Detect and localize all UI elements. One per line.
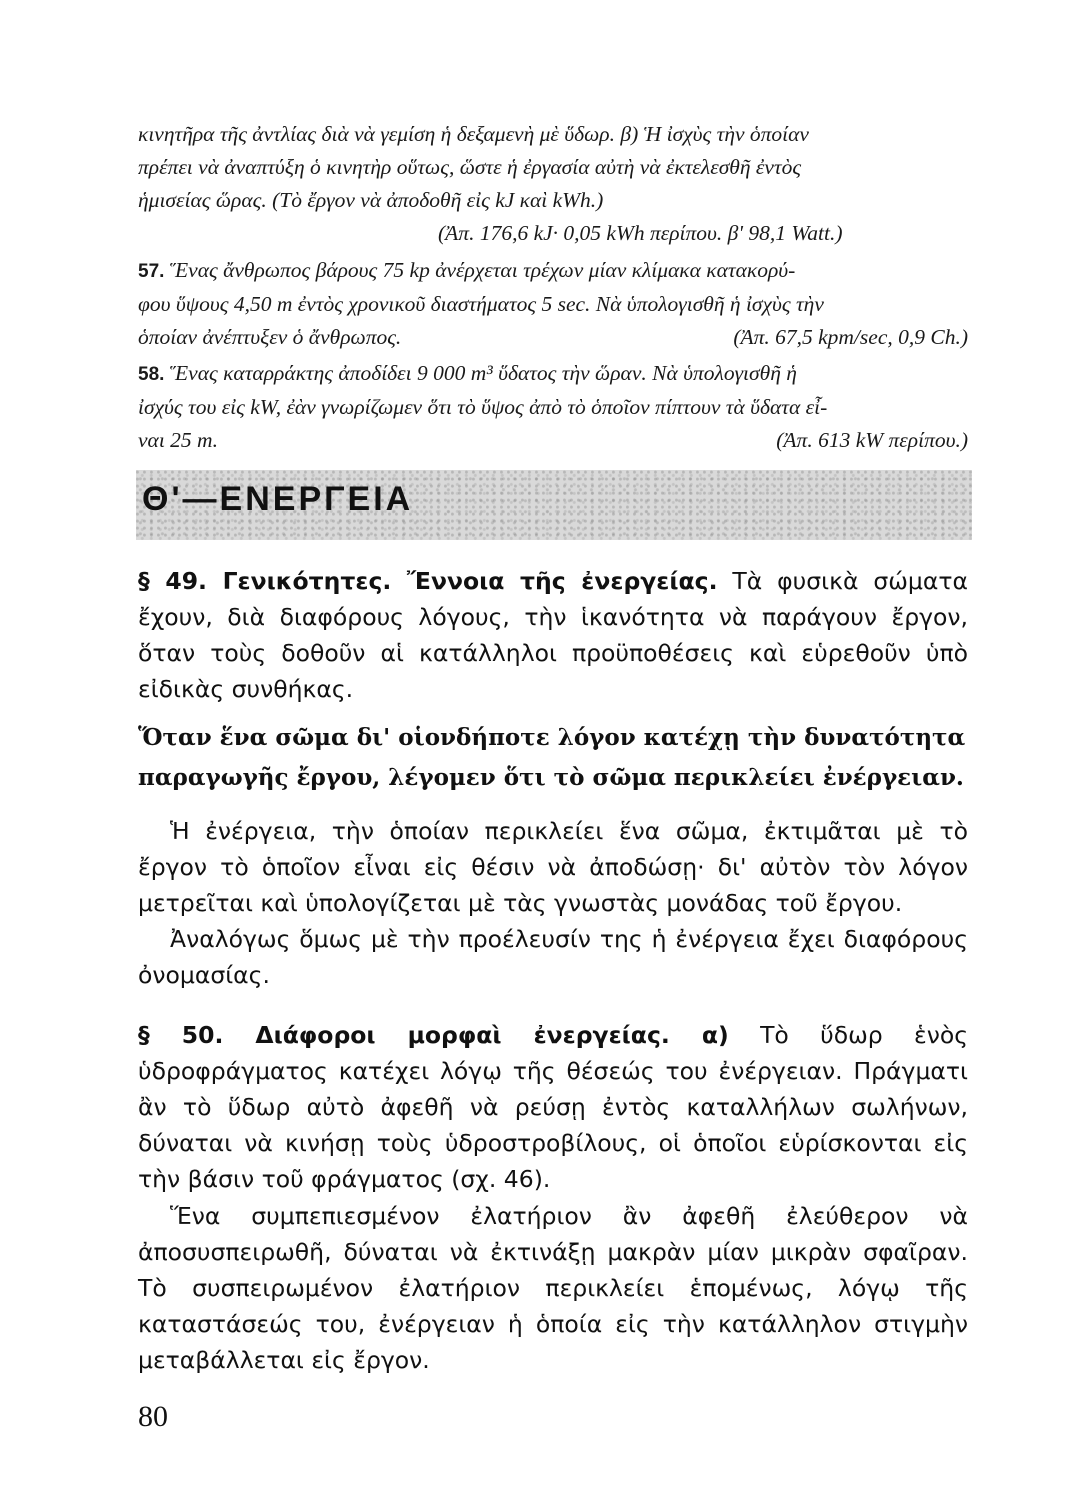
paragraph-text: Τὸ ὕδωρ ἑνὸς ὑδροφράγματος κατέχει λόγῳ τῆς θέσεώς του ἐνέργειαν. Πράγματι ἂν τὸ ὕδωρ αὐτὸ ἀφεθῆ νὰ ρεύσῃ ἐντὸς καταλλήλων σωλήνων, δύναται νὰ κινήσῃ τοὺς ὑδροστροβίλους, οἱ ὁποῖοι εὑρίσκονται εἰς τὴν βάσιν τοῦ φράγματος (σχ. 46). [138, 1021, 968, 1193]
section-heading: § 49. Γενικότητες. Ἔννοια τῆς ἐνεργείας. [138, 567, 718, 595]
section-title: Θ'—ΕΝΕΡΓΕΙΑ [142, 480, 414, 518]
paragraph-50 [138, 1017, 968, 1197]
problem-number: 58. [138, 364, 165, 385]
text-line: ἰσχύς του εἰς kW, ἐὰν γνωρίζωμεν ὅτι τὸ ὕψος ἀπὸ τὸ ὁποῖον πίπτουν τὰ ὕδατα εἶ- [138, 395, 828, 419]
problem-number: 57. [138, 261, 165, 282]
page-number: 80 [138, 1400, 168, 1433]
text-line: ναι 25 m. [138, 428, 218, 452]
paragraph-50b: Ἕνα συμπεπιεσμένον ἐλατήριον ἂν ἀφεθῆ ἐλεύθερον νὰ ἀποσυσπειρωθῆ, δύναται νὰ ἐκτινάξῃ μακρὰν μίαν μικρὰν σφαῖραν. Τὸ συσπειρωμένον ἐλατήριον περικλείει ἑπομένως, λόγῳ τῆς καταστάσεώς του, ἐνέργειαν ἡ ὁποία εἰς τὴν κατάλληλον στιγμὴν μεταβάλλεται εἰς ἔργον. [138, 1202, 968, 1374]
text-line: Ἕνας ἄνθρωπος βάρους 75 kp ἀνέρχεται τρέχων μίαν κλίμακα κατακορύ- [169, 258, 796, 282]
text-line: πρέπει νὰ ἀναπτύξη ὁ κινητὴρ οὕτως, ὥστε ἡ ἐργασία αὐτὴ νὰ ἐκτελεσθῆ ἐντὸς [138, 155, 802, 179]
section-heading: § 50. Διάφοροι μορφαὶ ἐνεργείας. α) [138, 1021, 729, 1049]
problem-58 [138, 357, 968, 457]
paragraph-49c: Ἀναλόγως ὅμως μὲ τὴν προέλευσίν της ἡ ἐνέργεια ἔχει διαφόρους ὀνομασίας. [138, 925, 968, 989]
answer: (Ἀπ. 67,5 kpm/sec, 0,9 Ch.) [733, 325, 968, 349]
text-line: Ἕνας καταρράκτης ἀποδίδει 9 000 m³ ὕδατος τὴν ὥραν. Νὰ ὑπολογισθῆ ἡ [169, 361, 797, 385]
paragraph-49b: Ἡ ἐνέργεια, τὴν ὁποίαν περικλείει ἕνα σῶμα, ἐκτιμᾶται μὲ τὸ ἔργον τὸ ὁποῖον εἶναι εἰς θέσιν νὰ ἀποδώσῃ· δι' αὐτὸν τὸν λόγον μετρεῖται καὶ ὑπολογίζεται μὲ τὰς γνωστὰς μονάδας τοῦ ἔργου. [138, 817, 968, 917]
text-line: κινητῆρα τῆς ἀντλίας διὰ νὰ γεμίση ἡ δεξαμενὴ μὲ ὕδωρ. β) Ἡ ἰσχὺς τὴν ὁποίαν [138, 122, 809, 146]
definition: Ὅταν ἕνα σῶμα δι' οἱονδήποτε λόγον κατέχῃ τὴν δυνατότητα παραγωγῆς ἔργου, λέγομεν ὅτι τὸ σῶμα περικλείει ἐνέργειαν. [138, 724, 966, 791]
paragraph-text: Τὰ φυσικὰ σώματα ἔχουν, διὰ διαφόρους λόγους, τὴν ἱκανότητα νὰ παράγουν ἔργον, ὅταν τοὺς δοθοῦν αἱ κατάλληλοι προϋποθέσεις καὶ εὑρεθοῦν ὑπὸ εἰδικὰς συνθήκας. [138, 567, 968, 703]
text-line: ὁποίαν ἀνέπτυξεν ὁ ἄνθρωπος. [138, 325, 402, 349]
problem-57 [138, 254, 968, 354]
text-line: ἡμισείας ὥρας. (Τὸ ἔργον νὰ ἀποδοθῆ εἰς kJ καὶ kWh.) [138, 188, 604, 212]
section-banner [136, 470, 972, 540]
text-line: φου ὕψους 4,50 m ἐντὸς χρονικοῦ διαστήματος 5 sec. Νὰ ὑπολογισθῆ ἡ ἰσχὺς τὴν [138, 292, 824, 316]
answer: (Ἀπ. 176,6 kJ· 0,05 kWh περίπου. β' 98,1 Watt.) [438, 221, 843, 245]
problem-continuation [138, 118, 968, 250]
paragraph-49 [138, 563, 968, 707]
answer: (Ἀπ. 613 kW περίπου.) [776, 428, 968, 452]
